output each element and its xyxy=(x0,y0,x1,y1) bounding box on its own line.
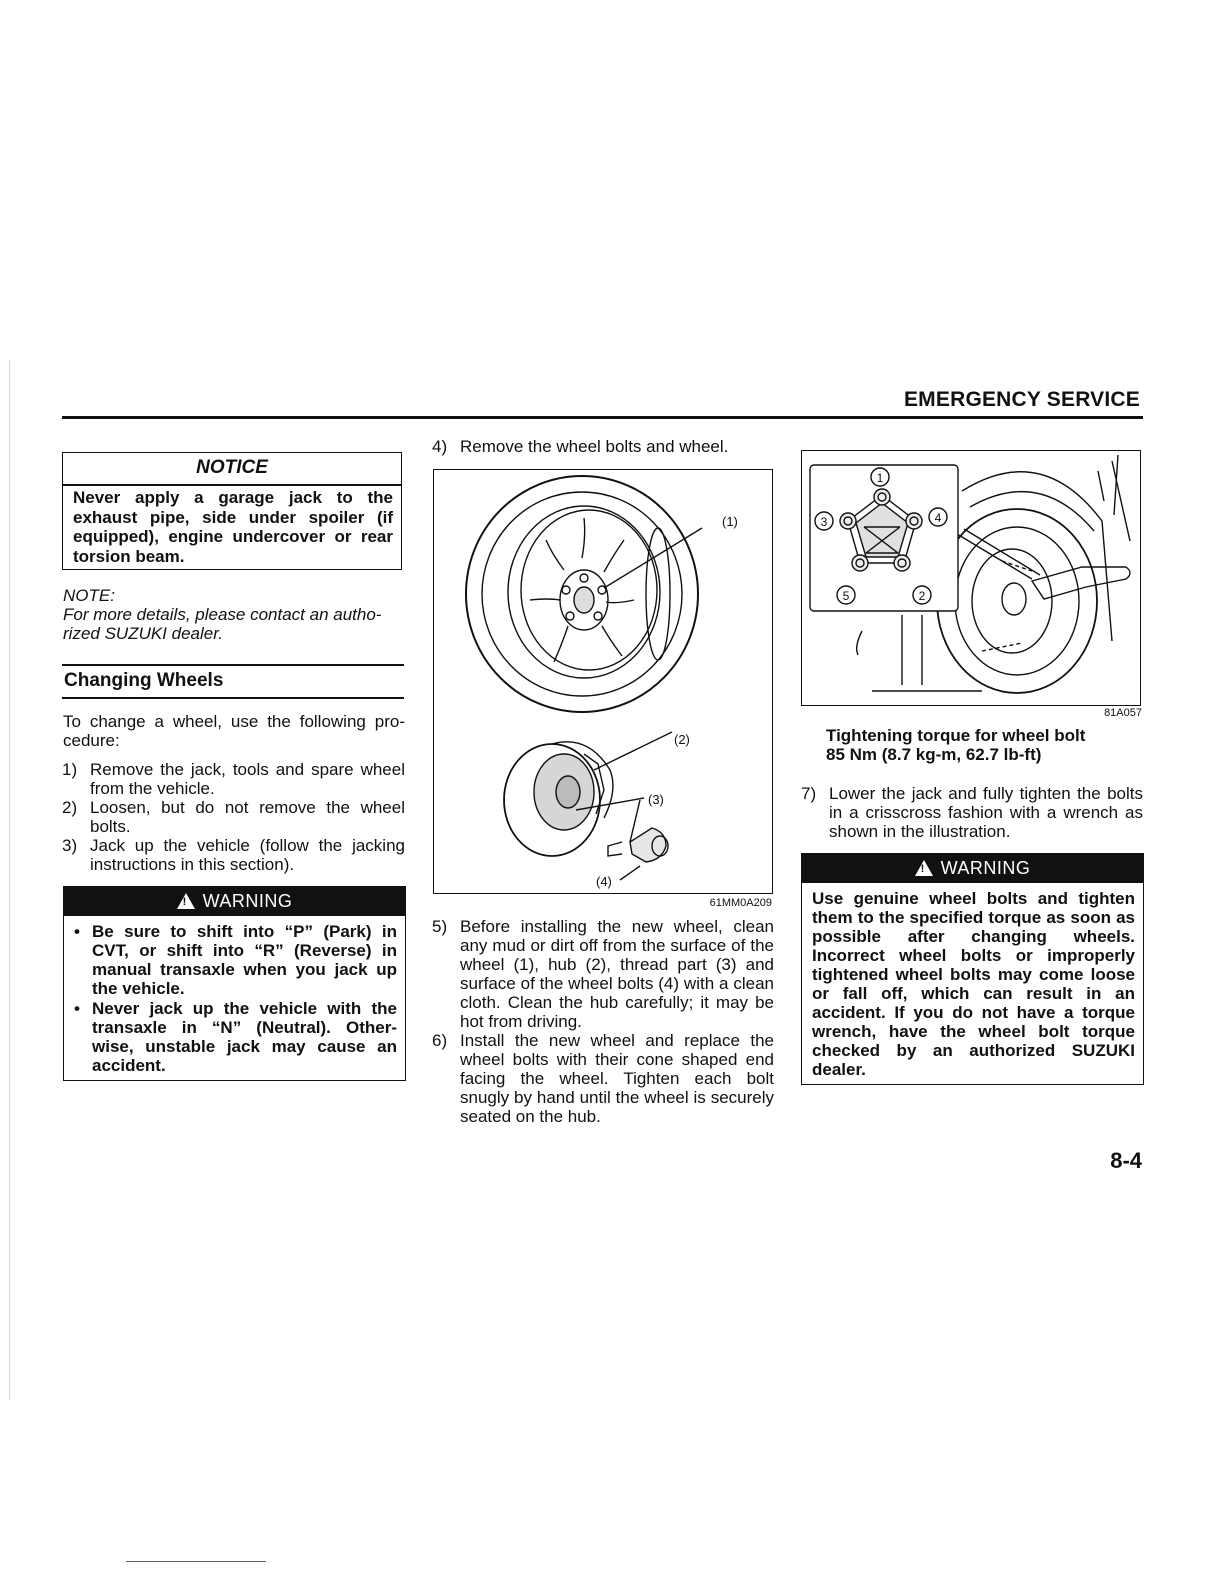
list-item xyxy=(432,437,772,456)
list-item xyxy=(62,836,405,874)
warning-header xyxy=(802,854,1143,883)
notice-box xyxy=(62,452,402,570)
step-number: 7) xyxy=(801,784,817,803)
note-text: For more details, please contact an autho-rized SUZUKI dealer. xyxy=(63,605,382,643)
figure-code: 81A057 xyxy=(1104,707,1142,719)
bolt-number-4: 4 xyxy=(934,511,942,525)
callout-2: (2) xyxy=(674,732,690,747)
list-item xyxy=(432,917,774,1031)
section-title: EMERGENCY SERVICE xyxy=(903,388,1140,411)
step-text: Loosen, but do not remove the wheel bolts. xyxy=(90,798,405,836)
bolt-number-3: 3 xyxy=(820,515,828,529)
step-number: 2) xyxy=(62,798,78,817)
tightening-illustration xyxy=(802,451,1139,704)
warning-body: Use genuine wheel bolts and tighten them to the specified torque as soon as possible after changing wheels. Incorrect wheel bolts or improperly tightened wheel bolts may come loose or fall off, which can result in an accident. If you do not have a torque wrench, have the wheel bolt torque checked by an authorized SUZUKI dealer. xyxy=(812,889,1135,1079)
warning-box-wheel-bolts xyxy=(801,853,1144,1085)
warning-list xyxy=(64,916,405,1075)
step-number: 6) xyxy=(432,1031,448,1050)
step-number: 5) xyxy=(432,917,448,936)
subheading-rule-bottom xyxy=(62,697,404,699)
list-item xyxy=(62,798,405,836)
notice-body: Never apply a garage jack to the exhaust pipe, side under spoiler (if equipped), engine undercover or rear torsion beam. xyxy=(73,488,393,566)
figure-code: 61MM0A209 xyxy=(709,897,772,909)
intro-paragraph: To change a wheel, use the following pro-cedure: xyxy=(63,712,405,750)
bolt-number-2: 2 xyxy=(918,589,926,603)
wheel-parts-illustration xyxy=(434,470,771,892)
torque-value: 85 Nm (8.7 kg-m, 62.7 lb-ft) xyxy=(826,745,1042,764)
list-item xyxy=(432,1031,774,1126)
step-text: Before installing the new wheel, clean any mud or dirt off from the surface of the wheel (1), hub (2), thread part (3) and surface of the wheel bolts (4) with a clean cloth. Clean the hub carefully; it may be hot from driving. xyxy=(460,917,774,1031)
note-label: NOTE: xyxy=(63,586,115,605)
step-text: Install the new wheel and replace the wheel bolts with their cone shaped end facing the wheel. Tighten each bolt snugly by hand until the wheel is securely seated on the hub. xyxy=(460,1031,774,1126)
warning-triangle-icon xyxy=(915,860,933,876)
bolt-number-5: 5 xyxy=(842,589,850,603)
warning-triangle-icon xyxy=(177,893,195,909)
step-text: Lower the jack and fully tighten the bolts in a crisscross fashion with a wrench as shown in the illustration. xyxy=(829,784,1143,841)
notice-title: NOTICE xyxy=(196,457,268,478)
page-number: 8-4 xyxy=(1110,1148,1142,1173)
subheading-changing-wheels: Changing Wheels xyxy=(64,670,224,691)
step-number: 4) xyxy=(432,437,448,456)
step-number: 3) xyxy=(62,836,78,855)
step-text: Jack up the vehicle (follow the jacking instructions in this section). xyxy=(90,836,405,874)
figure-wheel-parts xyxy=(433,469,773,894)
list-item: • Never jack up the vehicle with the transaxle in “N” (Neutral). Other-wise, unstable jack may cause an accident. xyxy=(74,999,397,1075)
page-edge-line xyxy=(9,360,10,1400)
warning-header xyxy=(64,887,405,916)
step-number: 1) xyxy=(62,760,78,779)
callout-4: (4) xyxy=(596,874,612,889)
warning-title: WARNING xyxy=(202,891,293,911)
callout-1: (1) xyxy=(722,514,738,529)
warning-title: WARNING xyxy=(940,858,1031,878)
warning-box-jacking xyxy=(63,886,406,1081)
callout-3: (3) xyxy=(648,792,664,807)
list-item: • Be sure to shift into “P” (Park) in CVT, or shift into “R” (Reverse) in manual transaxle when you jack up the vehicle. xyxy=(74,922,397,998)
footer-link-line xyxy=(126,1561,266,1562)
note xyxy=(63,586,405,643)
figure-crisscross-tightening xyxy=(801,450,1141,706)
subheading-rule-top xyxy=(62,664,404,666)
steps-list-col3 xyxy=(801,784,1143,841)
list-item xyxy=(801,784,1143,841)
torque-label: Tightening torque for wheel bolt xyxy=(826,726,1086,745)
torque-spec xyxy=(826,726,1146,764)
steps-list-col2 xyxy=(432,917,774,1126)
step-text: Remove the wheel bolts and wheel. xyxy=(460,437,729,456)
list-item xyxy=(62,760,405,798)
notice-divider xyxy=(63,484,401,486)
step-text: Remove the jack, tools and spare wheel from the vehicle. xyxy=(90,760,405,798)
bolt-number-1: 1 xyxy=(876,471,884,485)
header-rule xyxy=(62,416,1143,419)
step-4 xyxy=(432,437,772,456)
steps-list-col1 xyxy=(62,760,405,874)
